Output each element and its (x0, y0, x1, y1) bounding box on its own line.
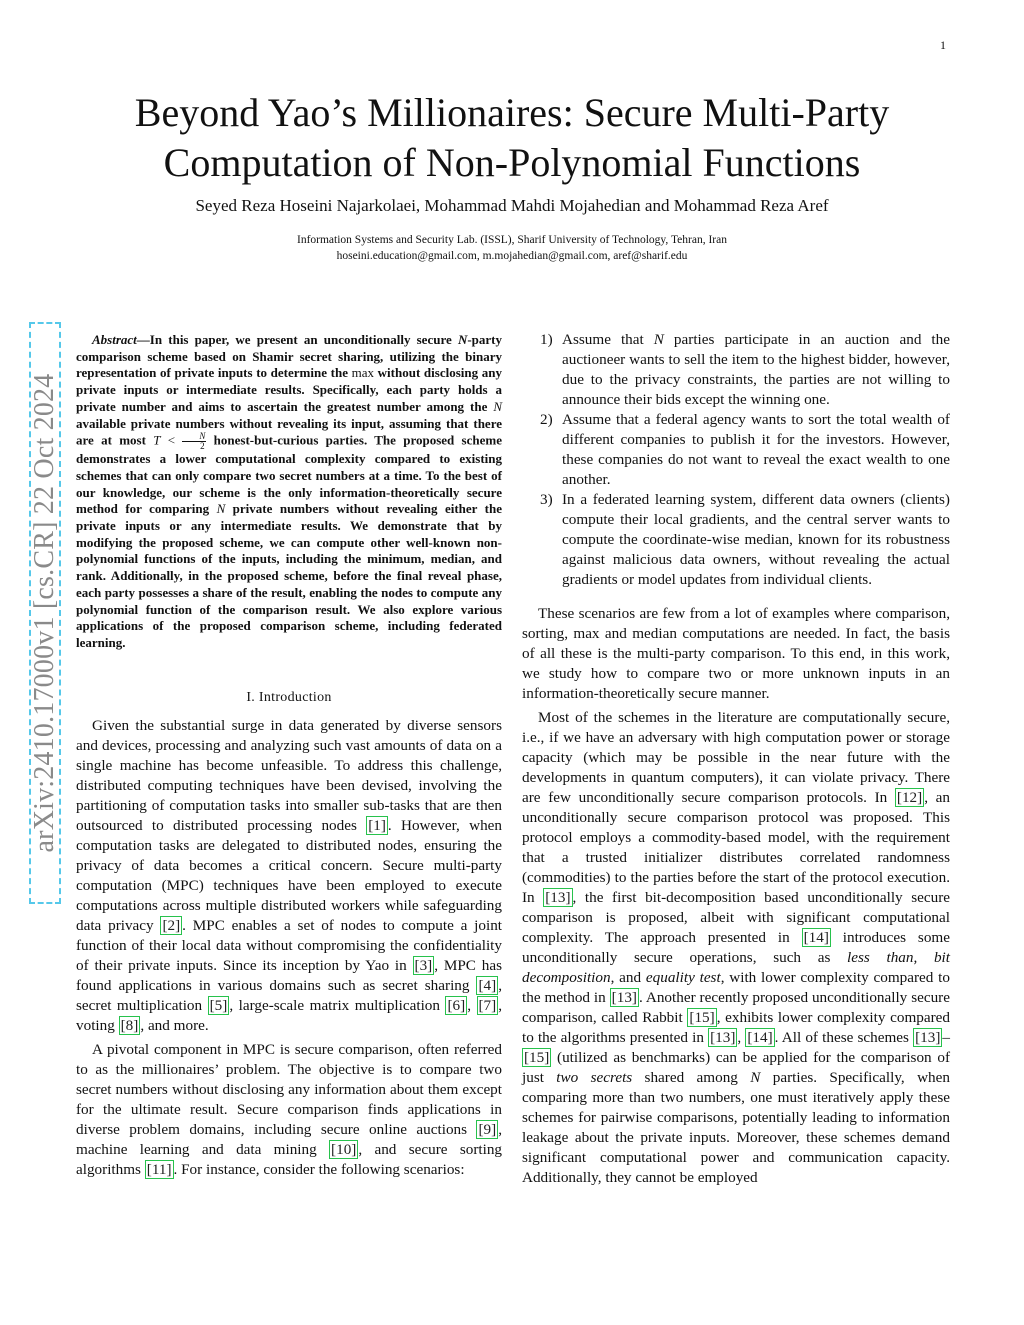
list-item-number: 1) (540, 331, 553, 348)
affiliation-block (60, 232, 964, 264)
right-paragraph-1: These scenarios are few from a lot of examples where comparison, sorting, max and median computations are needed. In fact, the basis of all these is the multi-party comparison. To this end, in this work, we study how to compare two or more unknown inputs in an information-theoretically secure manner. (522, 605, 950, 702)
author-list: Seyed Reza Hoseini Najarkolaei, Mohammad Mahdi Mojahedian and Mohammad Reza Aref (195, 196, 829, 215)
max-symbol: max (351, 365, 375, 381)
citation-link[interactable]: [11] (146, 1160, 172, 1178)
citation-link[interactable]: [13] (915, 1029, 941, 1046)
list-item-number: 2) (540, 411, 553, 428)
affiliation: Information Systems and Security Lab. (ISSL), Sharif University of Technology, Tehran, Iran (297, 234, 727, 246)
citation-link[interactable]: [3] (414, 956, 433, 974)
arxiv-identifier-link[interactable] (29, 322, 61, 904)
citation-link[interactable]: [13] (611, 989, 637, 1006)
citation-link[interactable]: [9] (478, 1120, 497, 1138)
citation-link[interactable]: [1] (368, 816, 386, 834)
citation-link[interactable]: [8] (120, 1016, 139, 1034)
list-item: 3) In a federated learning system, different data owners (clients) compute their local gradients, and the central server wants to compute the coordinate-wise median, known for its robustness against malicious data owners, without revealing the actual gradients or model updates from individual clients. (540, 491, 950, 588)
citation-link[interactable]: [14] (803, 929, 829, 946)
list-item-number: 3) (540, 491, 553, 508)
citation-link[interactable]: [10] (331, 1140, 357, 1158)
intro-paragraph-2: A pivotal component in MPC is secure comparison, often referred to as the millionaires’ problem. The objective is to compare two secret numbers without disclosing any information about them except for the ultimate result. Secure comparison finds applications in diverse problem domains, including secure online auctions [9] , machine learning and data mining [10] , and secure sorting algorithms [11] . For instance, consider the following scenarios: (76, 1040, 503, 1178)
right-column (522, 330, 950, 1188)
citation-link[interactable]: [7] (478, 996, 497, 1014)
list-item: 1) Assume that N parties participate in an auction and the auctioneer wants to sell the item to the highest bidder, however, due to the privacy constraints, the parties are not willing to announce their bids except the winning one. (540, 331, 950, 408)
citation-link[interactable]: [13] (545, 889, 571, 906)
author-emails: hoseini.education@gmail.com, m.mojahedian@gmail.com, aref@sharif.edu (336, 250, 688, 262)
left-column (76, 330, 502, 1180)
citation-link[interactable]: [15] (689, 1009, 715, 1026)
max-symbol: max (573, 625, 600, 642)
citation-link[interactable]: [15] (524, 1049, 550, 1066)
arxiv-identifier-text: arXiv:2410.17000v1 [cs.CR] 22 Oct 2024 (29, 373, 60, 853)
citation-link[interactable]: [13] (710, 1029, 736, 1046)
citation-link[interactable]: [6] (447, 996, 466, 1014)
page-number: 1 (940, 38, 946, 52)
citation-link[interactable]: [5] (209, 996, 228, 1014)
citation-link[interactable]: [2] (162, 916, 181, 934)
abstract-label: Abstract (92, 332, 137, 347)
abstract: Abstract—In this paper, we present an unconditionally secure N-party comparison scheme based on Shamir secret sharing, utilizing the binary representation of private inputs to determine the max without disclosing any private inputs or intermediate results. Specifically, each party holds a private number and aims to ascertain the greatest number among the N available private numbers without revealing its input, assuming that there are at most T < $\frac{N}{2}$ honest-but-curious parties. The proposed scheme demonstrates a lower computational complexity compared to existing schemes that can only compare two secret numbers at a time. To the best of our knowledge, our scheme is the only information-theoretically secure method for comparing N private numbers without revealing either the private inputs or any intermediate results. We demonstrate that by modifying the proposed scheme, we can compute other well-known non-polynomial functions of the inputs, including the minimum, median, and rank. Additionally, in the proposed scheme, before the final reveal phase, each party possesses a share of the result, enabling the nodes to compute any polynomial function of the comparison result. We also explore various applications of the proposed comparison scheme, including federated learning. (76, 332, 502, 650)
intro-paragraph-1: Given the substantial surge in data generated by diverse sensors and devices, processing and analyzing such vast amounts of data on a single machine has become unfeasible. To address this challenge, distributed computing techniques have been devised, involving the partitioning of computation tasks into smaller sub-tasks that are then outsourced to distributed processing nodes [1] . However, when computation tasks are delegated to distributed nodes, ensuring the privacy of data becomes a critical concern. Secure multi-party computation (MPC) techniques have been employed to execute computations across multiple distributed workers while safeguarding data privacy [2] . MPC enables a set of nodes to compute a joint function of their local data without compromising the confidentiality of their private inputs. Since its inception by Yao in [3] , MPC has found applications in various domains such as secret sharing [4] , secret multiplication [5] , large-scale matrix multiplication [6] , [7] , voting [8] , and more. (76, 716, 503, 1034)
citation-link[interactable]: [14] (747, 1029, 773, 1046)
scenario-list (522, 330, 950, 590)
paper-title: Beyond Yao’s Millionaires: Secure Multi-Party Computation of Non-Polynomial Functions (134, 90, 890, 185)
fraction: $\frac{N}{2}$ (182, 432, 206, 451)
list-item: 2) Assume that a federal agency wants to sort the total wealth of different companies to publish it for the investors. However, these companies do not want to reveal the exact wealth to one another. (540, 411, 950, 488)
citation-link[interactable]: [12] (896, 789, 923, 806)
right-paragraph-2: Most of the schemes in the literature are computationally secure, i.e., if we have an adversary with high computation power or storage capacity (which may be possible in the near future with the developments in quantum computers), it can violate privacy. There are few unconditionally secure comparison protocols. In [12] , an unconditionally secure comparison protocol was proposed. This protocol employs a commodity-based model, with the requirement that a trusted initializer distributes correlated randomness (commodities) to the parties before the start of the protocol execution. In [13] , the first bit-decomposition based unconditionally secure comparison is proposed, albeit with significant computational complexity. The approach presented in [14] introduces some unconditionally secure operations, such as less than, bit decomposition, and equality test, with lower complexity compared to the method in [13] . Another recently proposed unconditionally secure comparison, called Rabbit [15] , exhibits lower complexity compared to the algorithms presented in [13] , [14] . All of these schemes [13] –[15] (utilized as benchmarks) can be applied for the comparison of just two secrets shared among N parties. Specifically, when comparing more than two numbers, one must iteratively apply these schemes for pairwise comparisons, potentially leading to information leakage about the private inputs. Moreover, these schemes demand significant computational power and communication capacity. Additionally, they cannot be employed (522, 709, 951, 1186)
citation-link[interactable]: [4] (478, 976, 497, 994)
section-heading-introduction: I. Introduction (246, 689, 332, 705)
